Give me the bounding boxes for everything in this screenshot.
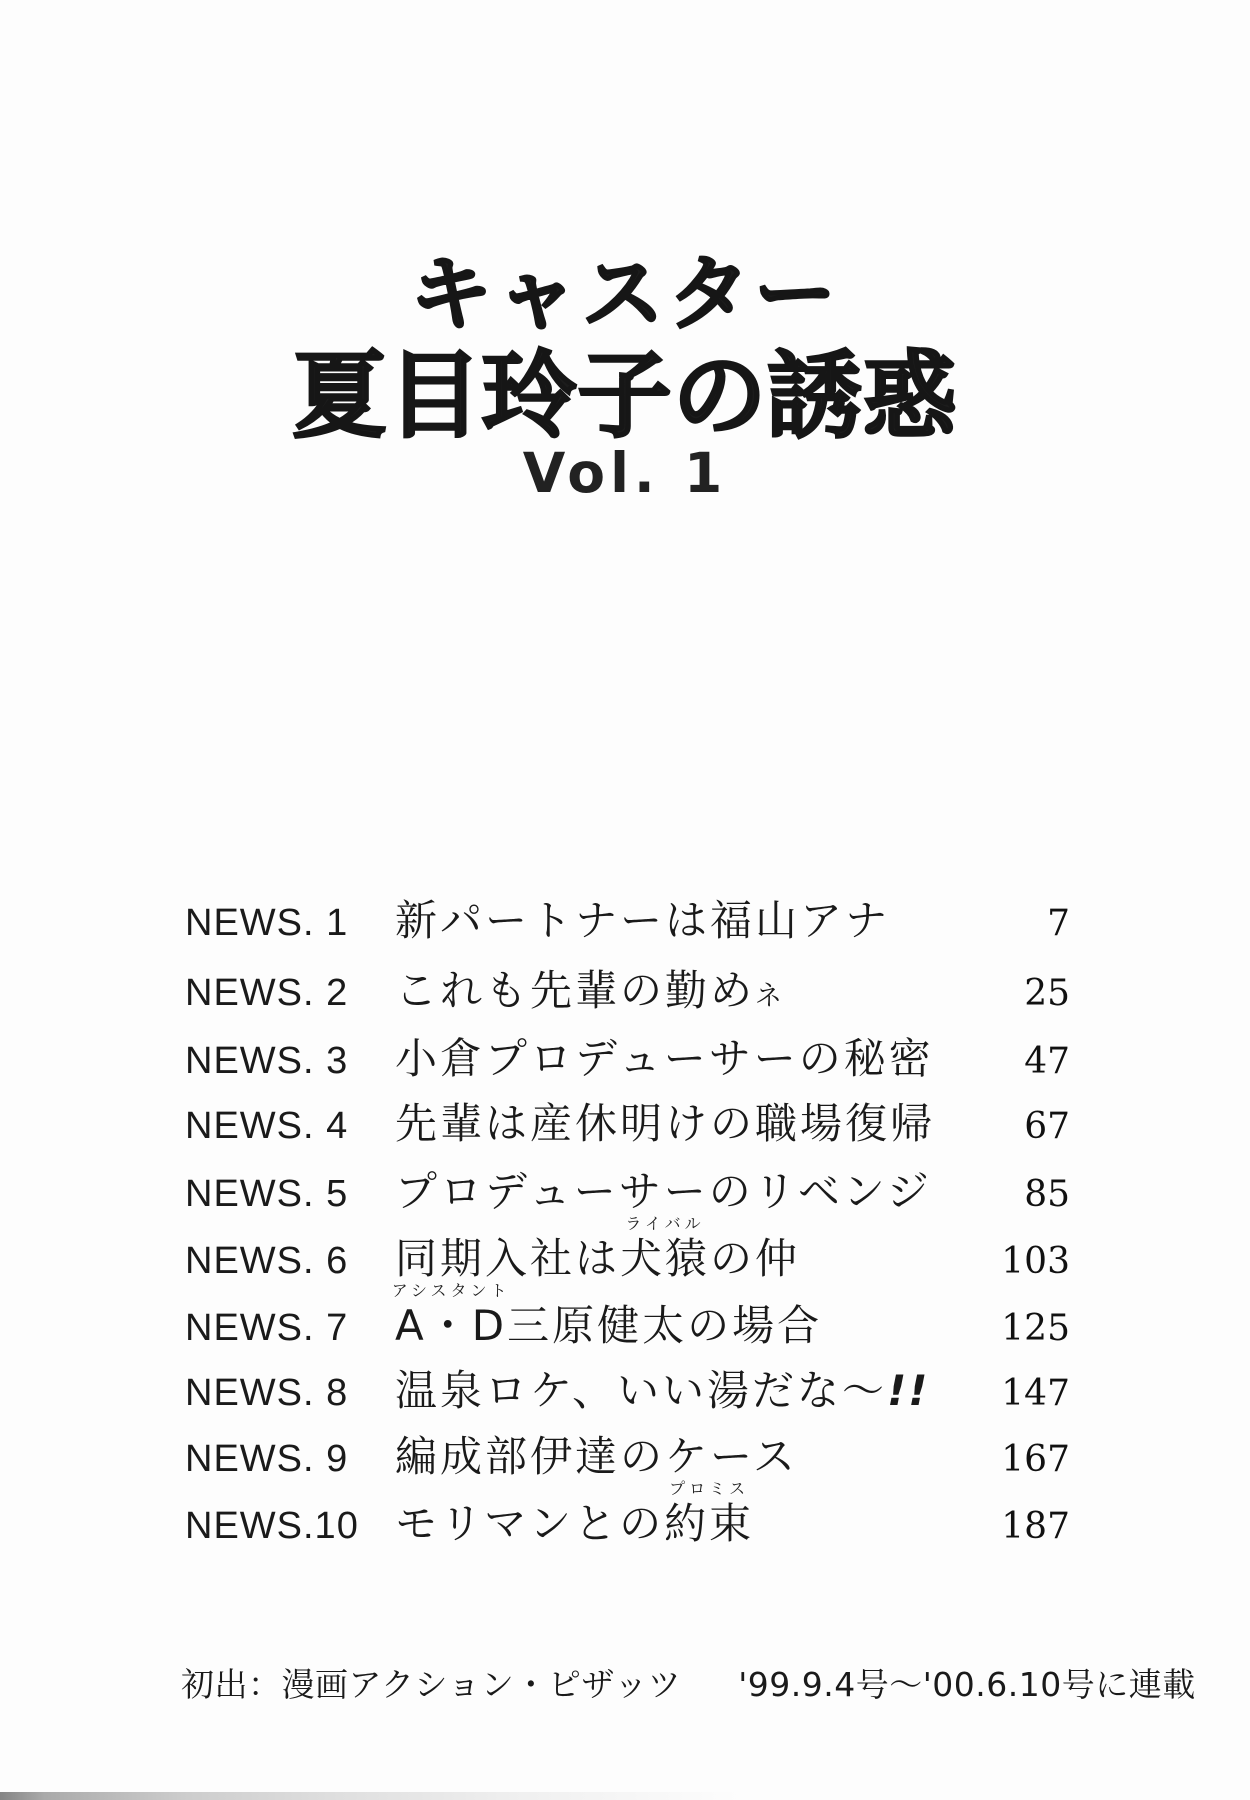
chapter-label: NEWS.10: [185, 1505, 359, 1547]
chapter-title: 同期入社は犬猿 ライバル の仲: [395, 1214, 801, 1283]
chapter-title: 新パートナーは福山アナ: [395, 896, 891, 945]
page-number: 147: [1001, 1373, 1070, 1414]
toc-row: [185, 896, 1070, 945]
ruby-annotation: ライバル: [625, 1214, 705, 1233]
chapter-title: プロデューサーのリベンジ: [395, 1167, 932, 1216]
chapter-title: 小倉プロデューサーの秘密: [395, 1034, 934, 1083]
chapter-label: NEWS. 8: [185, 1372, 349, 1414]
ruby-annotation: プロミス: [669, 1479, 750, 1498]
book-title-line1: キャスター: [409, 247, 840, 342]
page-number: 7: [1047, 903, 1070, 944]
book-volume-label: Vol. 1: [522, 441, 728, 505]
serialization-dates: '99.9.4号～'00.6.10号に連載: [738, 1665, 1196, 1704]
toc-row: [185, 1099, 1070, 1148]
page-number: 167: [1001, 1439, 1070, 1480]
page-number: 85: [1024, 1174, 1070, 1215]
page-number: 103: [1001, 1241, 1070, 1282]
page-number: 47: [1024, 1041, 1070, 1082]
toc-row: [185, 1214, 1070, 1283]
chapter-label: NEWS. 2: [185, 972, 349, 1014]
toc-row: [185, 1432, 1070, 1481]
chapter-title: 編成部伊達のケース: [395, 1432, 798, 1481]
chapter-title: 先輩は産休明けの職場復帰: [395, 1099, 936, 1148]
chapter-label: NEWS. 7: [185, 1307, 349, 1349]
toc-row: [185, 1034, 1070, 1083]
chapter-title: これも先輩の勤め ネ: [395, 966, 786, 1015]
chapter-label: NEWS. 1: [185, 902, 349, 944]
toc-row: [185, 1479, 1070, 1548]
ruby-annotation: アシスタント: [391, 1281, 511, 1300]
page-number: 187: [1001, 1506, 1070, 1547]
publication-note: [181, 1665, 1196, 1704]
book-title-line2: 夏目玲子の誘惑: [292, 342, 958, 451]
page-number: 125: [1001, 1308, 1070, 1349]
chapter-title: A・D アシスタント 三原健太の場合: [391, 1281, 823, 1350]
chapter-title: モリマンとの約束 プロミス: [395, 1479, 755, 1548]
chapter-title: 温泉ロケ、いい湯だな～ !!: [395, 1366, 930, 1415]
chapter-label: NEWS. 5: [185, 1173, 349, 1215]
page-number: 67: [1024, 1106, 1070, 1147]
chapter-label: NEWS. 3: [185, 1040, 349, 1082]
chapter-label: NEWS. 9: [185, 1438, 349, 1480]
toc-row: [185, 1281, 1070, 1350]
first-publication-source: 初出：漫画アクション・ピザッツ: [181, 1665, 682, 1704]
scan-edge-artifact: [0, 1792, 740, 1800]
page-number: 25: [1024, 973, 1070, 1014]
chapter-label: NEWS. 4: [185, 1105, 349, 1147]
toc-row: [185, 1167, 1070, 1216]
chapter-label: NEWS. 6: [185, 1240, 349, 1282]
toc-row: [185, 966, 1070, 1015]
toc-row: [185, 1366, 1070, 1415]
